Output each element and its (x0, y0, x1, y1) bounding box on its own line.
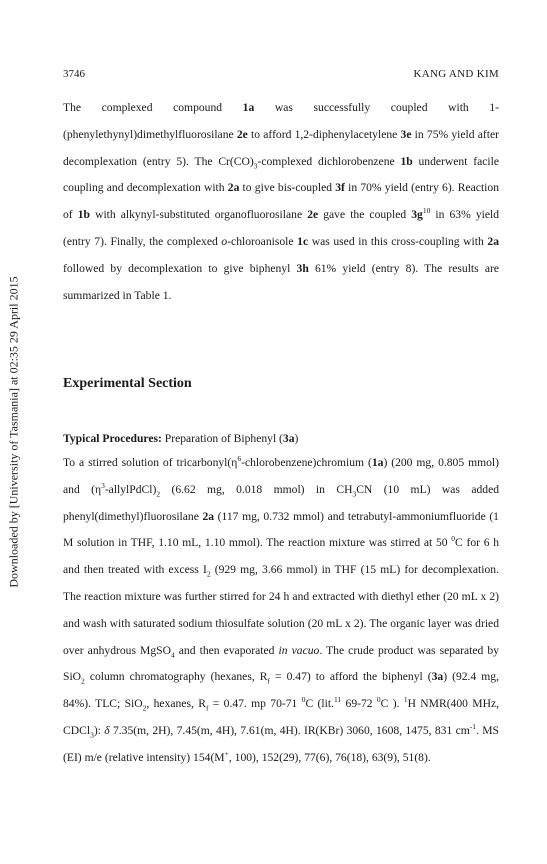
procedure-paragraph: To a stirred solution of $tricarbonyl(\eta^6-chlorobenzene)chromium$ (1a) (200 mg, 0.805 mmol) and $(\eta^3-allylPdCl)_2$ (6.62 mg, 0.018 mmol) in $CH_3CN$ (10 mL) was added phenyl(dimethyl)fluorosilane 2a (117 mg, 0.732 mmol) and tetrabutyl-ammoniumfluoride (1 M solution in THF, 1.10 mL, 1.10 mmol). The reaction mixture was stirred at 50 $^0$C for 6 h and then treated with excess $I_2$ (929 mg, 3.66 mmol) in THF (15 mL) for decomplexation. The reaction mixture was further stirred for 24 h and extracted with diethyl ether (20 mL x 2) and wash with saturated sodium thiosulfate solution (20 mL x 2). The organic layer was dried over anhydrous MgSO$_4$ and then evaporated in vacuo. The crude product was separated by SiO$_2$ column chromatography (hexanes, $R_f = 0.47$) to afford the biphenyl (3a) (92.4 mg, 84%). TLC; SiO$_2$, hexanes, $R_f = 0.47$. mp 70-71 $^0$C (lit.$^{11}$ 69-72 $^0$C ). $^1$H NMR(400 MHz, CDCl$_3$): δ 7.35(m, 2H), 7.45(m, 4H), 7.61(m, 4H). IR(KBr) 3060, 1608, 1475, 831 $cm^{-1}$. MS (EI) m/e (relative intensity) 154(M+, 100), 152(29), 77(6), 76(18), 63(9), 51(8). (63, 454, 500, 764)
page-header (63, 68, 499, 80)
subsection-text: Preparation of Biphenyl ( (161, 432, 283, 445)
subsection-compound: 3a (282, 432, 295, 445)
download-note: Downloaded by [University of Tasmania] at 02:35 29 April 2015 (6, 276, 21, 588)
results-paragraph: The complexed compound 1a was successfully coupled with 1-(phenylethynyl)dimethylfluorosilane 2e to afford 1,2-diphenylacetylene 3e in 75% yield after decomplexation (entry 5). The $Cr(CO)_3$-complexed dichlorobenzene 1b underwent facile coupling and decomplexation with 2a to give bis-coupled 3f in 70% yield (entry 6). Reaction of 1b with alkynyl-substituted organofluorosilane 2e gave the coupled $3g^{10}$ in 63% yield (entry 7). Finally, the complexed o-chloroanisole 1c was used in this cross-coupling with 2a followed by decomplexation to give biphenyl 3h 61% yield (entry 8). The results are summarized in Table 1. (63, 101, 500, 302)
section-title: Experimental Section (63, 376, 192, 391)
subsection-label: Typical Procedures: (63, 432, 162, 445)
page-number: 3746 (63, 68, 85, 80)
subsection-close: ) (294, 432, 299, 445)
subsection-heading (63, 432, 298, 445)
running-title: KANG AND KIM (413, 68, 499, 80)
